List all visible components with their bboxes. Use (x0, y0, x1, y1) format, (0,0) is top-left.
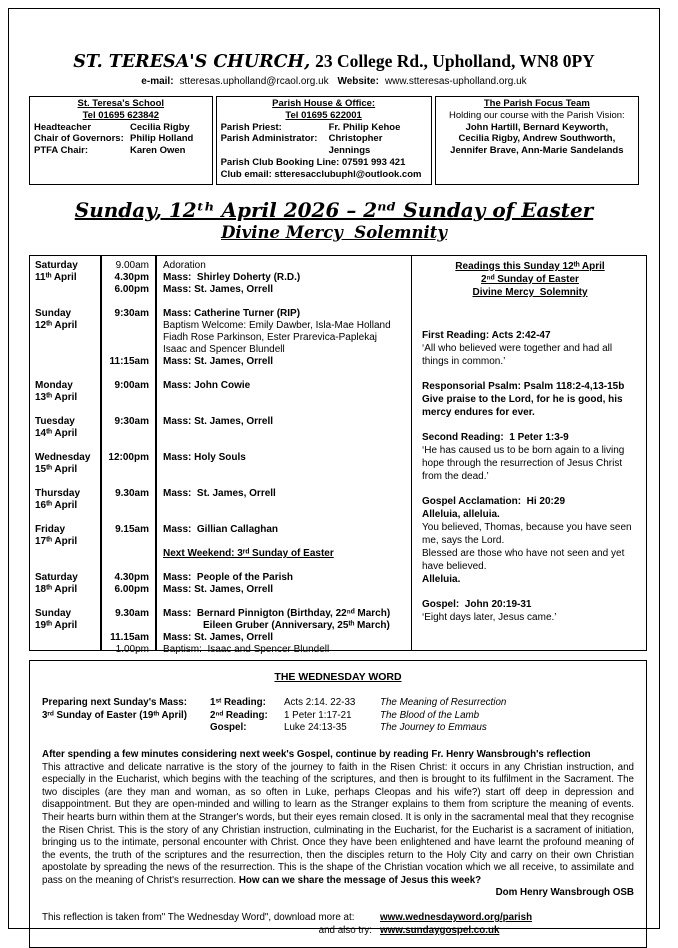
schedule-group (30, 524, 411, 560)
office-box-tel: Tel 01695 622001 (285, 109, 362, 121)
email-address: stteresas.upholland@rcaol.org.uk (179, 76, 329, 87)
wednesday-word-link[interactable]: www.wednesdayword.org/parish (380, 912, 533, 924)
sunday-title (29, 198, 639, 244)
church-address: 23 College Rd., Upholland, WN8 0PY (315, 51, 595, 71)
schedule-row (100, 632, 411, 644)
schedule-entry: Mass: People of the Parish (163, 571, 294, 583)
prep-reading-label: 2ⁿᵈ Reading: (210, 709, 268, 721)
schedule-row (100, 260, 411, 272)
schedule-row (100, 584, 411, 596)
school-box-tel: Tel 01695 623842 (82, 109, 159, 121)
school-box-rows (34, 122, 208, 157)
schedule-entry: Mass: St. James, Orrell (163, 355, 274, 367)
contact-row (34, 122, 208, 134)
day-date: 12ᵗʰ April (35, 319, 78, 331)
schedule-group (30, 608, 411, 656)
prep-table (42, 697, 634, 735)
reflection-question: How can we share the message of Jesus this week? (238, 874, 482, 886)
office-box-rows (221, 122, 427, 157)
focus-team-member: Cecilia Rigby, Andrew Southworth, (458, 133, 616, 145)
schedule-entry: Next Weekend: 3ʳᵈ Sunday of Easter (163, 547, 334, 559)
footer-line-1 (42, 912, 634, 925)
reading-line: Second Reading: 1 Peter 1:3-9 (422, 431, 569, 443)
schedule-entry: Mass: Gillian Callaghan (163, 523, 279, 535)
prep-occasion: Preparing next Sunday's Mass: (42, 697, 187, 709)
schedule-day (30, 608, 100, 656)
schedule-row (100, 320, 411, 332)
schedule-group (30, 488, 411, 512)
schedule-row (100, 308, 411, 320)
schedule-entry: Mass: John Cowie (163, 379, 251, 391)
day-date: 14ᵗʰ April (35, 427, 78, 439)
reflection-paragraph (42, 762, 634, 888)
schedule-time (100, 620, 155, 632)
schedule-row (100, 488, 411, 500)
readings-panel (411, 256, 646, 650)
day-date: 18ᵗʰ April (35, 583, 78, 595)
contact-row (221, 122, 427, 134)
reflection-intro: After spending a few minutes considering next week's Gospel, continue by reading Fr. Henry Wansbrough's reflection (42, 748, 591, 760)
prep-occasion (42, 722, 210, 735)
focus-team-box (435, 96, 639, 185)
schedule-rows (100, 488, 411, 512)
schedule-day (30, 572, 100, 596)
church-name: ST. TERESA'S CHURCH, (73, 52, 311, 72)
schedule-entry: Adoration (163, 259, 206, 271)
info-boxes-row (29, 96, 639, 185)
schedule-time: 11.15am (110, 631, 149, 643)
day-name: Friday (35, 523, 66, 535)
column-divider (100, 256, 102, 650)
schedule-row (100, 344, 411, 356)
schedule-rows (100, 380, 411, 404)
schedule-row (100, 272, 411, 284)
day-name: Tuesday (35, 415, 75, 427)
schedule-time: 9:30am (114, 307, 149, 319)
prep-row (42, 697, 634, 710)
schedule-entry (155, 536, 411, 548)
sunday-gospel-link[interactable]: www.sundaygospel.co.uk (380, 924, 500, 936)
schedule-row (100, 416, 411, 428)
schedule-row (100, 380, 411, 392)
parish-office-box (216, 96, 432, 185)
schedule-column (30, 256, 411, 655)
prep-reading-ref: 1 Peter 1:17-21 (284, 709, 352, 721)
schedule-time (100, 332, 155, 344)
schedule-group (30, 452, 411, 476)
contact-row-label: PTFA Chair: (34, 145, 89, 157)
contact-row-label: Chair of Governors: (34, 133, 124, 145)
schedule-time: 11:15am (109, 355, 149, 367)
schedule-row (100, 332, 411, 344)
prep-occasion: 3ʳᵈ Sunday of Easter (19ᵗʰ April) (42, 709, 188, 721)
sunday-title-line1: Sunday, 12ᵗʰ April 2026 – 2ⁿᵈ Sunday of Easter (74, 197, 594, 222)
schedule-entry: Isaac and Spencer Blundell (163, 343, 285, 355)
schedule-day (30, 308, 100, 368)
schedule-entry: Eileen Gruber (Anniversary, 25ᵗʰ March) (203, 619, 390, 631)
day-name: Saturday (35, 259, 78, 271)
wednesday-word-footer (42, 912, 634, 937)
reflection-signature: Dom Henry Wansbrough OSB (495, 887, 634, 899)
schedule-time: 9.00am (115, 259, 149, 271)
schedule-entry: Mass: Shirley Doherty (R.D.) (163, 271, 301, 283)
schedule-rows (100, 452, 411, 476)
prep-row (42, 710, 634, 723)
reading-line: 2ⁿᵈ Sunday of Easter (481, 273, 579, 285)
day-name: Monday (35, 379, 73, 391)
schedule-row (100, 452, 411, 464)
schedule-rows (100, 308, 411, 368)
schedule-rows (100, 608, 411, 656)
schedule-time: 1.00pm (115, 643, 149, 655)
schedule-time: 4.30pm (114, 271, 149, 283)
prep-reading-label: 1ˢᵗ Reading: (210, 697, 266, 709)
schedule-entry: Mass: St. James, Orrell (163, 283, 274, 295)
newsletter-page (8, 8, 660, 936)
reading-line: Give praise to the Lord, for he is good, his mercy endures for ever. (422, 393, 623, 418)
day-date: 16ᵗʰ April (35, 499, 78, 511)
schedule-day (30, 260, 100, 296)
schedule-row (100, 572, 411, 584)
schedule-group (30, 308, 411, 368)
footer-label-1: This reflection is taken from" The Wednesday Word", download more at: (42, 912, 355, 924)
prep-reading-ref: Acts 2:14. 22-33 (284, 697, 356, 709)
schedule-time: 9:30am (114, 415, 149, 427)
schedule-time: 9.30am (115, 487, 149, 499)
schedule-day (30, 488, 100, 512)
reading-line: Gospel: John 20:19-31 (422, 598, 532, 610)
reading-line: ‘All who believed were together and had all things in common.’ (422, 342, 613, 367)
reading-line: Blessed are those who have not seen and yet have believed. (422, 547, 625, 572)
schedule-rows (100, 416, 411, 440)
reading-line: ‘Eight days later, Jesus came.’ (422, 611, 557, 623)
club-booking-line: Parish Club Booking Line: 07591 993 421 (220, 156, 406, 168)
contact-row-value: Cecilia Rigby (130, 121, 190, 133)
day-date: 17ᵗʰ April (35, 535, 78, 547)
focus-team-member: John Hartill, Bernard Keyworth, (465, 121, 609, 133)
schedule-entry: Mass: St. James, Orrell (163, 631, 274, 643)
schedule-day (30, 380, 100, 404)
prep-reading-title: The Meaning of Resurrection (380, 697, 507, 709)
focus-box-subtitle: Holding our course with the Parish Vision: (449, 109, 625, 121)
prep-reading-title: The Blood of the Lamb (380, 709, 480, 721)
prep-reading-title: The Journey to Emmaus (380, 722, 487, 734)
day-date: 15ᵗʰ April (35, 463, 78, 475)
day-date: 19ᵗʰ April (35, 619, 78, 631)
prep-reading-label: Gospel: (210, 722, 247, 734)
schedule-time: 9.15am (115, 523, 149, 535)
contact-row-label: Parish Priest: (220, 121, 282, 133)
schedule-entry: Mass: Holy Souls (163, 451, 246, 463)
reading-line: First Reading: Acts 2:42-47 (422, 329, 551, 341)
schedule-group (30, 416, 411, 440)
office-box-title: Parish House & Office: (272, 98, 376, 109)
day-name: Wednesday (35, 451, 91, 463)
email-label: e-mail: (141, 76, 174, 87)
day-date: 13ᵗʰ April (35, 391, 78, 403)
contact-row (34, 133, 208, 145)
schedule-group (30, 380, 411, 404)
schedule-day (30, 452, 100, 476)
reading-line: Alleluia. (422, 573, 461, 585)
schedule-entry: Fiadh Rose Parkinson, Ester Prarevica-Paplekaj (163, 331, 377, 343)
reading-line: You believed, Thomas, because you have seen me, says the Lord. (422, 521, 632, 546)
schedule-entry: Mass: St. James, Orrell (163, 415, 274, 427)
contact-row-value: Karen Owen (130, 145, 186, 157)
schedule-entry: Mass: Catherine Turner (RIP) (163, 307, 301, 319)
schedule-time (100, 536, 155, 548)
schedule-time (100, 548, 155, 560)
schedule-rows (100, 572, 411, 596)
focus-box-title: The Parish Focus Team (483, 98, 590, 109)
schedule-row (100, 536, 411, 548)
school-box (29, 96, 213, 185)
mass-schedule-table (29, 255, 647, 655)
reading-line: Readings this Sunday 12ᵗʰ April (455, 260, 605, 272)
contact-row (221, 133, 427, 157)
contact-row-value: Philip Holland (130, 133, 194, 145)
schedule-entry: Baptism: Isaac and Spencer Blundell (163, 643, 330, 655)
page-title (29, 51, 639, 72)
sunday-title-line2: Divine Mercy Solemnity (221, 222, 447, 242)
focus-team-members (440, 122, 634, 157)
prep-reading-ref: Luke 24:13-35 (284, 722, 347, 734)
schedule-row (100, 524, 411, 536)
schedule-time: 9:00am (114, 379, 149, 391)
day-name: Thursday (35, 487, 81, 499)
schedule-day (30, 524, 100, 560)
footer-line-2 (42, 925, 634, 938)
reading-line: ‘He has caused us to be born again to a living hope through the resurrection of Jesus Christ from the dead.’ (422, 444, 625, 482)
schedule-row (100, 548, 411, 560)
schedule-entry: Mass: St. James, Orrell (163, 583, 274, 595)
day-date: 11ᵗʰ April (35, 271, 77, 283)
contact-line (29, 76, 639, 87)
wednesday-word-box (29, 660, 647, 948)
schedule-time: 9.30am (115, 607, 149, 619)
footer-label-2: and also try: (318, 924, 372, 936)
schedule-row (100, 284, 411, 296)
website-address: www.stteresas-upholland.org.uk (384, 76, 527, 87)
schedule-rows (100, 524, 411, 560)
contact-row-value: Christopher Jennings (328, 133, 383, 157)
schedule-time (100, 344, 155, 356)
focus-team-member: Jennifer Brave, Ann-Marie Sandelands (450, 145, 624, 157)
club-email: Club email: stteresacclubuphl@outlook.com (220, 168, 422, 180)
contact-row-label: Headteacher (34, 121, 92, 133)
contact-row-value: Fr. Philip Kehoe (328, 121, 401, 133)
schedule-time: 6.00pm (114, 283, 149, 295)
schedule-row (100, 644, 411, 656)
schedule-rows (100, 260, 411, 296)
schedule-row (100, 608, 411, 620)
prep-row (42, 722, 634, 735)
reflection-body: This attractive and delicate narrative is the story of the journey to faith in the Risen Christ: it occurs in any Christian instruction, and especially in the Eucharist, which begins with the teaching of the scriptures, and then is brought to its fulfilment in the Sacrament. The two disciples (are they man and woman, as so often in Luke, perhaps Cleopas and his wife?) start off deep in depression and disappointment. But they are open-minded and willing to learn as the Stranger explains to them from scripture the meaning of events. Their hearts burn within them at the Stranger's words, but their eyes remain closed. It is only in the sacramental meal that they recognise the Risen Christ. This is the story of any Christian instruction, culminating in the Eucharist, for the Eucharist is a sacrament of initiation, bringing us to the intimate, personal encounter with Christ. Once they have been enlightened and have learnt the profound meaning of the events, the truth of the scriptures and the resurrection, then the disciples return to the Holy City and carry on their own Christian apostolate by spreading the news of the resurrection. This is the shape of the Christian vocation which we all receive, to assimilate and pass on the meaning of Christ's resurrection. (42, 761, 634, 886)
schedule-group (30, 260, 411, 296)
day-name: Saturday (35, 571, 78, 583)
schedule-row (100, 620, 411, 632)
reading-line: Gospel Acclamation: Hi 20:29 (422, 495, 566, 507)
schedule-time: 4.30pm (114, 571, 149, 583)
schedule-entry: Baptism Welcome: Emily Dawber, Isla-Mae Holland (163, 319, 391, 331)
schedule-groups (30, 260, 411, 656)
reading-line: Alleluia, alleluia. (422, 508, 500, 520)
contact-row-label: Parish Administrator: (220, 133, 318, 145)
schedule-time: 6.00pm (114, 583, 149, 595)
school-box-title: St. Teresa's School (77, 98, 165, 109)
day-name: Sunday (35, 307, 72, 319)
contact-row (34, 145, 208, 157)
schedule-day (30, 416, 100, 440)
schedule-group (30, 572, 411, 596)
schedule-time (100, 320, 155, 332)
schedule-row (100, 356, 411, 368)
day-name: Sunday (35, 607, 72, 619)
schedule-time: 12:00pm (108, 451, 149, 463)
wednesday-word-title: THE WEDNESDAY WORD (274, 670, 402, 683)
reading-line: Divine Mercy Solemnity (472, 286, 588, 298)
reading-line: Responsorial Psalm: Psalm 118:2-4,13-15b (422, 380, 625, 392)
website-label: Website: (337, 76, 379, 87)
schedule-entry: Mass: St. James, Orrell (163, 487, 276, 499)
schedule-entry: Mass: Bernard Pinnigton (Birthday, 22ⁿᵈ March) (163, 607, 391, 619)
column-divider (155, 256, 157, 650)
